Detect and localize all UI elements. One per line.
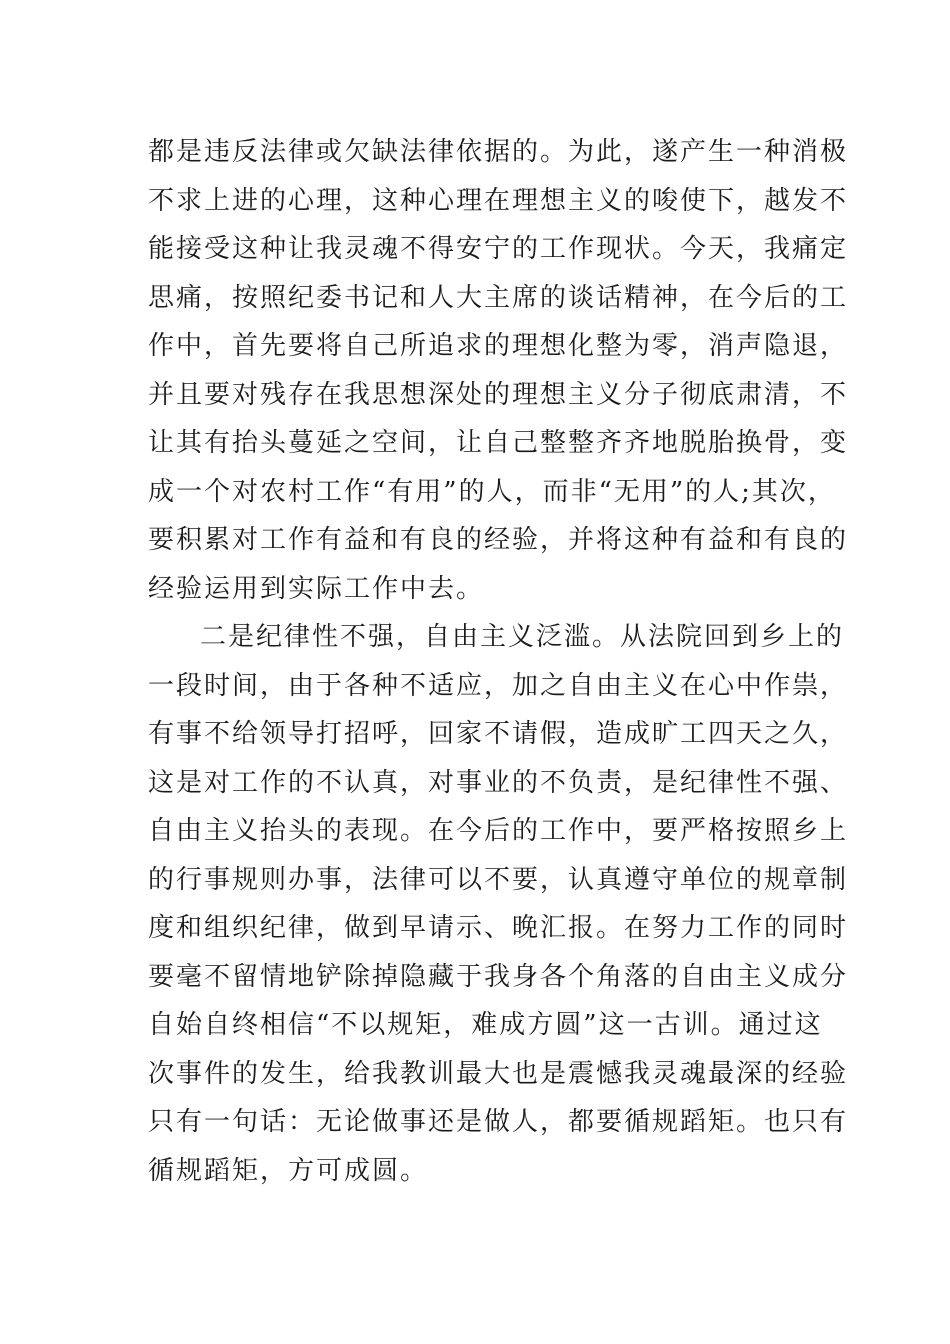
text-line: 要积累对工作有益和有良的经验，并将这种有益和有良的 xyxy=(148,525,849,555)
text-line: 自始自终相信“不以规矩，难成方圆”这一古训。通过这 xyxy=(148,1010,823,1040)
text-line: 不求上进的心理，这种心理在理想主义的唆使下，越发不 xyxy=(148,185,849,216)
text-line: 思痛，按照纪委书记和人大主席的谈话精神，在今后的工 xyxy=(148,282,849,313)
text-line: 一段时间，由于各种不适应，加之自由主义在心中作祟， xyxy=(148,670,849,701)
text-line: 只有一句话：无论做事还是做人，都要循规蹈矩。也只有 xyxy=(148,1107,849,1137)
text-line: 度和组织纪律，做到早请示、晚汇报。在努力工作的同时 xyxy=(148,913,849,943)
text-line: 让其有抬头蔓延之空间，让自己整整齐齐地脱胎换骨，变 xyxy=(148,428,849,458)
text-line: 循规蹈矩，方可成圆。 xyxy=(148,1155,429,1186)
text-line: 有事不给领导打招呼，回家不请假，造成旷工四天之久， xyxy=(148,719,849,749)
text-line: 要毫不留情地铲除掉隐藏于我身各个角落的自由主义成分 xyxy=(148,961,849,992)
text-line: 的行事规则办事，法律可以不要，认真遵守单位的规章制 xyxy=(148,864,849,895)
text-line: 并且要对残存在我思想深处的理想主义分子彻底肃清，不 xyxy=(148,379,849,410)
text-line: 经验运用到实际工作中去。 xyxy=(148,573,485,604)
text-line: 自由主义抬头的表现。在今后的工作中，要严格按照乡上 xyxy=(148,816,849,846)
text-line: 能接受这种让我灵魂不得安宁的工作现状。今天，我痛定 xyxy=(148,234,849,264)
document-body xyxy=(148,128,849,1195)
text-line: 这是对工作的不认真，对事业的不负责，是纪律性不强、 xyxy=(148,767,849,798)
text-line: 作中，首先要将自己所追求的理想化整为零，消声隐退， xyxy=(148,331,849,361)
text-line: 都是违反法律或欠缺法律依据的。为此，遂产生一种消极 xyxy=(148,137,849,167)
paragraph-start-line: 二是纪律性不强，自由主义泛滥。从法院回到乡上的 xyxy=(200,622,845,652)
text-line: 次事件的发生，给我教训最大也是震憾我灵魂最深的经验 xyxy=(148,1058,849,1089)
text-line: 成一个对农村工作“有用”的人，而非“无用”的人;其次， xyxy=(148,476,836,507)
